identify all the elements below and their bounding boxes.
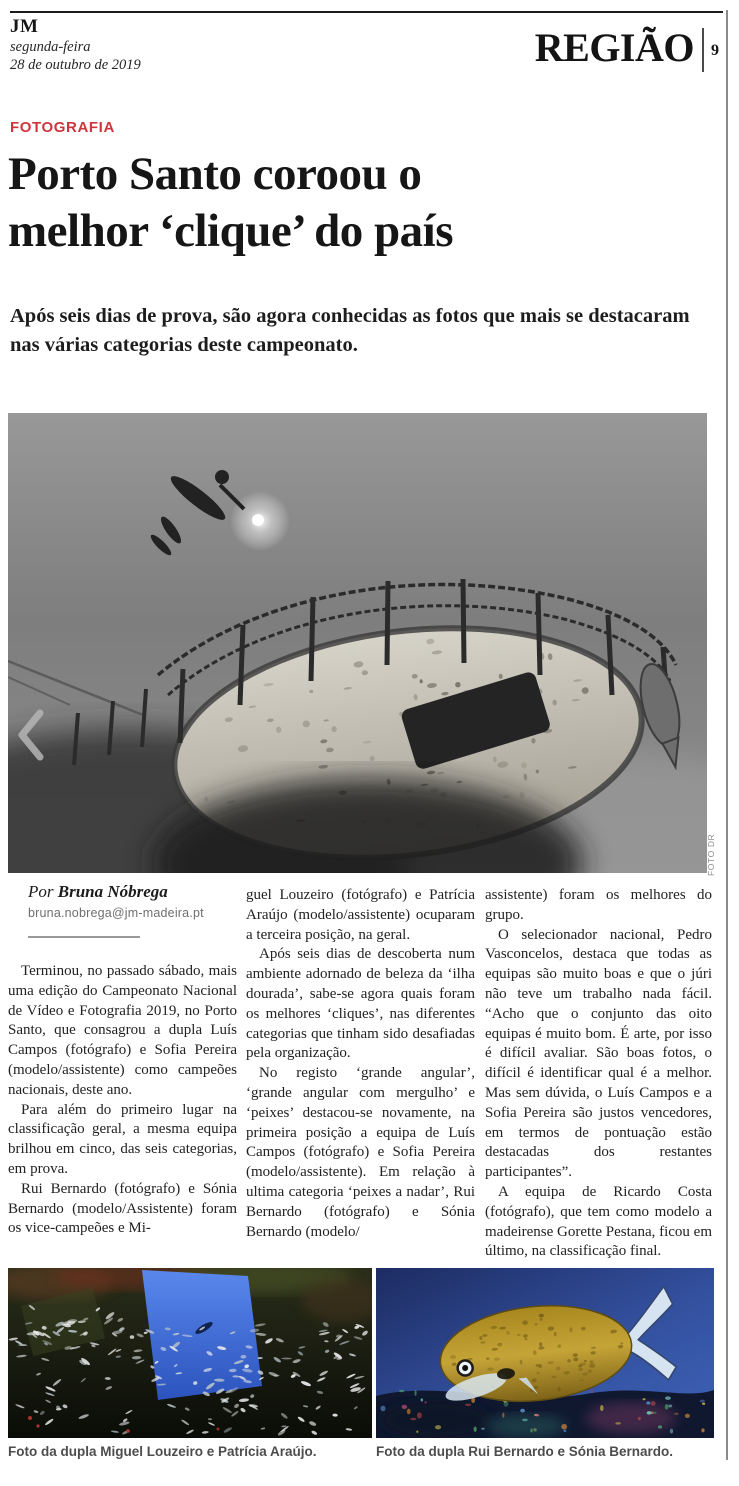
dive-light — [252, 514, 264, 526]
photo-credit: FOTO DR — [706, 833, 716, 876]
paragraph: O selecionador nacional, Pedro Vasconcelos, destaca que todas as equipas são muito boas e que o júri não teve um trabalho nada fácil. “Acho que o conjunto das oito equipas é muito bom. É arte, por isso é difícil avaliar. São boas fotos, o difícil é identificar qual é a melhor. Mas sem dúvida, o Luís Campos e a Sofia Pereira são justos vencedores, em termos de pontuação estão destacadas dos restantes participantes”. — [485, 926, 712, 1181]
right-page-rule — [726, 10, 728, 1460]
photo-golden-fish — [376, 1268, 714, 1438]
headline-line-2: melhor ‘clique’ do país — [8, 205, 454, 257]
byline-prefix: Por — [28, 882, 54, 901]
body-column-3 — [485, 886, 712, 1262]
paragraph: Após seis dias de descoberta num ambiente adornado de beleza da ‘ilha dourada’, sabe-se agora quais foram os melhores ‘cliques’, nas diferentes categorias que tinham sido desafiadas pela organização. — [246, 946, 475, 1062]
top-rule — [10, 11, 723, 13]
shipwreck-illustration — [8, 413, 707, 873]
weekday: segunda-feira — [10, 39, 91, 55]
caption-left: Foto da dupla Miguel Louzeiro e Patrícia Araújo. — [8, 1444, 317, 1459]
author-email[interactable]: bruna.nobrega@jm-madeira.pt — [28, 906, 204, 920]
paragraph: Terminou, no passado sábado, mais uma edição do Campeonato Nacional de Vídeo e Fotografia 2019, no Porto Santo, que consagrou a dupla Luís Campos (fotógrafo) e Sofia Pereira (modelo/assistente) como campeões nacionais, deste ano. — [8, 963, 237, 1098]
golden-fish-illustration — [376, 1268, 714, 1438]
paragraph: Rui Bernardo (fotógrafo) e Sónia Bernardo (modelo/Assistente) foram os vice-campeões e Mi- — [8, 1180, 237, 1237]
headline-line-1: Porto Santo coroou o — [8, 148, 422, 200]
body-column-2 — [246, 886, 475, 1242]
author-name: Bruna Nóbrega — [57, 882, 168, 901]
photo-fish-school — [8, 1268, 372, 1438]
dateline — [10, 38, 141, 74]
paragraph: guel Louzeiro (fotógrafo) e Patrícia Araújo (modelo/assistente) ocuparam a terceira posição, na geral. — [246, 887, 475, 943]
main-photo-shipwreck — [8, 413, 707, 873]
headline — [8, 146, 708, 260]
paragraph: A equipa de Ricardo Costa (fotógrafo), que tem como modelo a madeirense Gorette Pestana, ficou em último, na classificação final. — [485, 1183, 712, 1260]
brand-logo: JM — [10, 16, 39, 37]
page-number: 9 — [711, 42, 719, 59]
byline-rule — [28, 936, 140, 938]
paragraph: Para além do primeiro lugar na classificação geral, a mesma equipa brilhou em cinco, das seis categorias, em prova. — [8, 1101, 237, 1177]
date: 28 de outubro de 2019 — [10, 57, 141, 73]
coral-purple — [586, 1402, 676, 1434]
paragraph: assistente) foram os melhores do grupo. — [485, 887, 712, 923]
paragraph: No registo ‘grande angular’, ‘grande angular com mergulho’ e ‘peixes’ destacou-se novamente, na primeira posição a equipa de Luís Campos (fotógrafo) e Sofia Pereira (modelo/assistente). Em relação à ultima categoria ‘peixes a nadar’, Rui Bernardo (fotógrafo) e Sónia Bernardo (modelo/ — [246, 1065, 475, 1240]
body-column-1 — [8, 962, 237, 1239]
section-separator — [702, 28, 704, 72]
caption-right: Foto da dupla Rui Bernardo e Sónia Bernardo. — [376, 1444, 674, 1459]
coral-teal — [486, 1414, 566, 1438]
deck: Após seis dias de prova, são agora conhecidas as fotos que mais se destacaram nas várias categorias deste campeonato. — [10, 305, 690, 356]
kicker: FOTOGRAFIA — [10, 119, 115, 136]
byline — [28, 882, 168, 902]
section-title: REGIÃO — [534, 25, 694, 70]
fish-school-illustration — [8, 1268, 372, 1438]
carousel-prev-icon[interactable] — [16, 708, 46, 762]
